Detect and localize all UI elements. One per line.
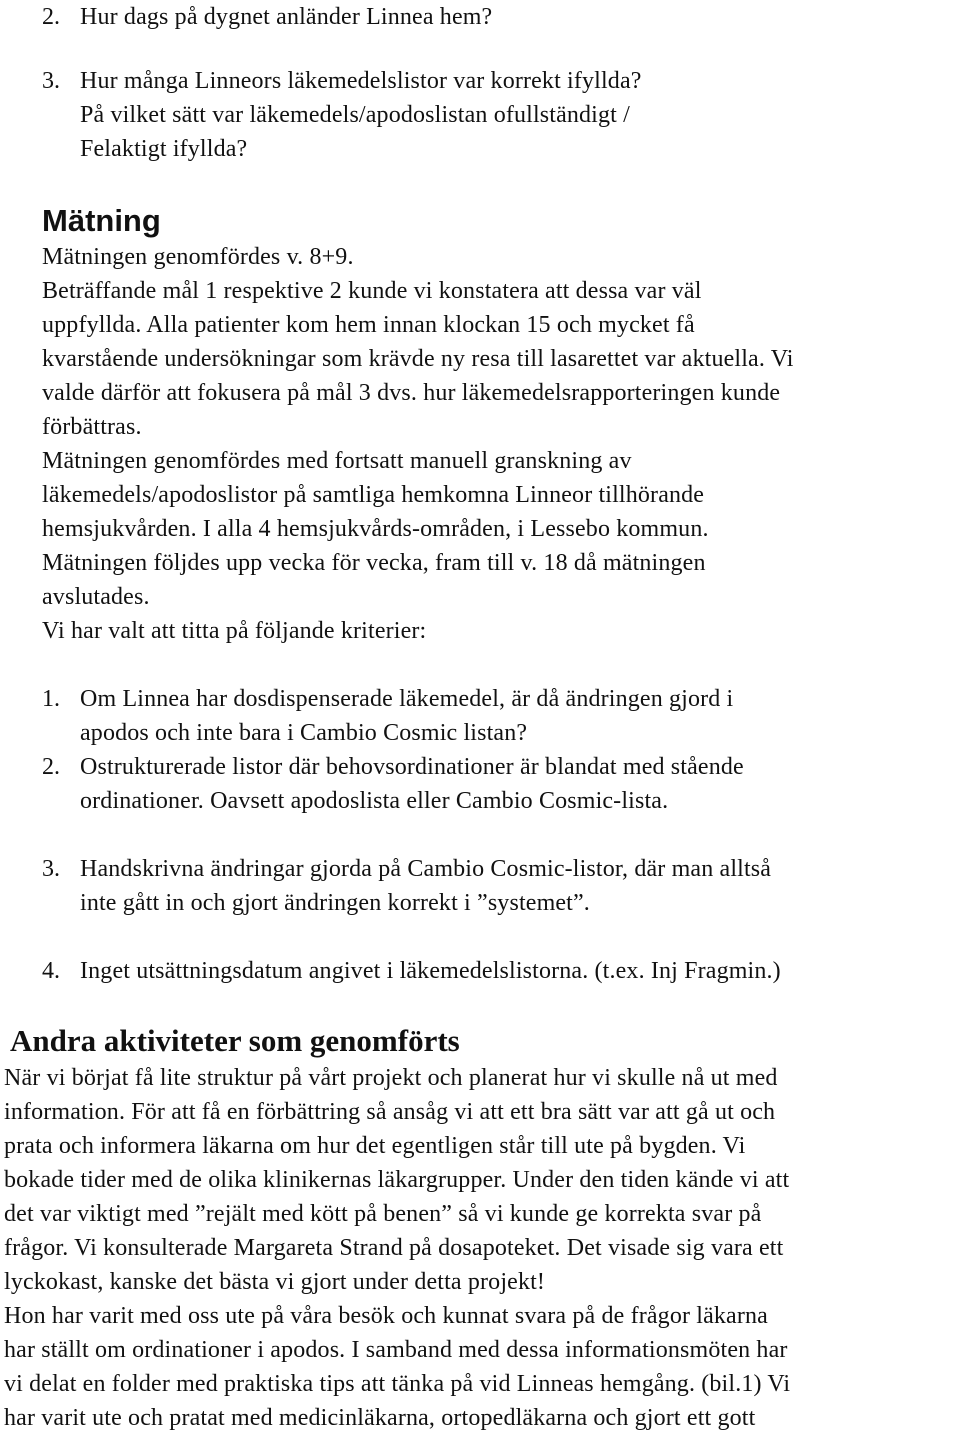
paragraph-line: vi delat en folder med praktiska tips att tänka på vid Linneas hemgång. (bil.1) Vi [4, 1371, 791, 1397]
paragraph-line: lyckokast, kanske det bästa vi gjort under detta projekt! [4, 1269, 546, 1295]
question-line: Hur dags på dygnet anländer Linnea hem? [80, 4, 493, 30]
paragraph-line: hemsjukvården. I alla 4 hemsjukvårds-områden, i Lessebo kommun. [42, 516, 709, 542]
criterion-line: apodos och inte bara i Cambio Cosmic listan? [80, 720, 528, 746]
paragraph-line: förbättras. [42, 414, 142, 440]
criterion-number: 4. [42, 958, 60, 984]
question-number: 3. [42, 68, 60, 94]
paragraph-line: avslutades. [42, 584, 150, 610]
paragraph-line: Vi har valt att titta på följande kriterier: [42, 618, 427, 644]
criterion-line: ordinationer. Oavsett apodoslista eller Cambio Cosmic-lista. [80, 788, 669, 814]
paragraph-line: Mätningen följdes upp vecka för vecka, fram till v. 18 då mätningen [42, 550, 706, 576]
paragraph-line: läkemedels/apodoslistor på samtliga hemkomna Linneor tillhörande [42, 482, 705, 508]
paragraph-line: uppfyllda. Alla patienter kom hem innan klockan 15 och mycket få [42, 312, 695, 338]
criterion-number: 1. [42, 686, 60, 712]
paragraph-line: Mätningen genomfördes med fortsatt manuell granskning av [42, 448, 632, 474]
paragraph-line: har ställt om ordinationer i apodos. I samband med dessa informationsmöten har [4, 1337, 788, 1363]
paragraph-line: frågor. Vi konsulterade Margareta Strand på dosapoteket. Det visade sig vara ett [4, 1235, 784, 1261]
paragraph-line: Hon har varit med oss ute på våra besök och kunnat svara på de frågor läkarna [4, 1303, 768, 1329]
paragraph-line: information. För att få en förbättring så ansåg vi att ett bra sätt var att gå ut och [4, 1099, 776, 1125]
paragraph-line: När vi börjat få lite struktur på vårt projekt och planerat hur vi skulle nå ut med [4, 1065, 778, 1091]
question-line: Hur många Linneors läkemedelslistor var korrekt ifyllda? [80, 68, 642, 94]
criterion-number: 3. [42, 856, 60, 882]
criterion-line: Ostrukturerade listor där behovsordinationer är blandat med stående [80, 754, 744, 780]
paragraph-line: Beträffande mål 1 respektive 2 kunde vi konstatera att dessa var väl [42, 278, 702, 304]
paragraph-line: valde därför att fokusera på mål 3 dvs. hur läkemedelsrapporteringen kunde [42, 380, 781, 406]
criterion-line: inte gått in och gjort ändringen korrekt i ”systemet”. [80, 890, 590, 916]
question-line: Felaktigt ifyllda? [80, 136, 248, 162]
criterion-line: Inget utsättningsdatum angivet i läkemedelslistorna. (t.ex. Inj Fragmin.) [80, 958, 781, 984]
section-heading-andra-aktiviteter: Andra aktiviteter som genomförts [10, 1023, 460, 1058]
criterion-line: Handskrivna ändringar gjorda på Cambio Cosmic-listor, där man alltså [80, 856, 772, 882]
criterion-line: Om Linnea har dosdispenserade läkemedel, är då ändringen gjord i [80, 686, 734, 712]
question-number: 2. [42, 4, 60, 30]
paragraph-line: har varit ute och pratat med medicinläkarna, ortopedläkarna och gjort ett gott [4, 1405, 756, 1431]
question-line: På vilket sätt var läkemedels/apodoslistan ofullständigt / [80, 102, 630, 128]
paragraph-line: Mätningen genomfördes v. 8+9. [42, 244, 354, 270]
paragraph-line: kvarstående undersökningar som krävde ny resa till lasarettet var aktuella. Vi [42, 346, 794, 372]
paragraph-line: bokade tider med de olika klinikernas läkargrupper. Under den tiden kände vi att [4, 1167, 790, 1193]
paragraph-line: det var viktigt med ”rejält med kött på benen” så vi kunde ge korrekta svar på [4, 1201, 762, 1227]
section-heading-matning: Mätning [42, 203, 161, 238]
criterion-number: 2. [42, 754, 60, 780]
paragraph-line: prata och informera läkarna om hur det egentligen står till ute på bygden. Vi [4, 1133, 746, 1159]
